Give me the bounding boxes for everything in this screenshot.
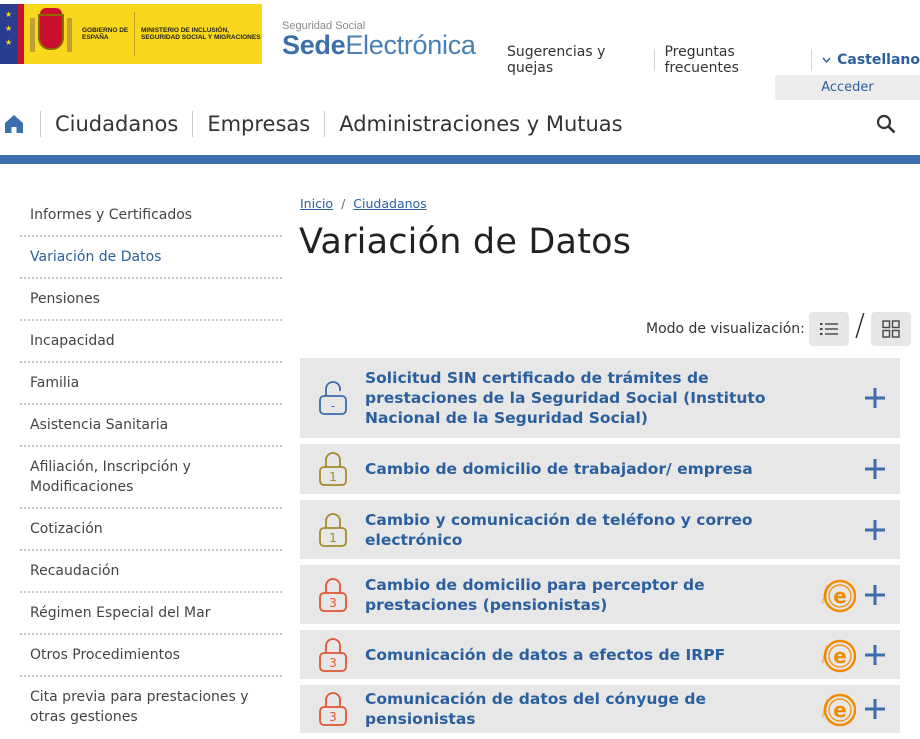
header	[0, 0, 920, 76]
svg-text:1: 1	[328, 470, 337, 484]
government-logo[interactable]	[0, 4, 262, 64]
grid-icon	[881, 319, 901, 339]
coat-of-arms-icon	[28, 8, 76, 60]
svg-text:registro: registro	[820, 643, 831, 665]
eu-flag-icon: ★ ★ ★	[0, 4, 24, 64]
padlock-level-1-icon	[318, 451, 348, 487]
registro-icon	[820, 578, 856, 614]
procedure-card[interactable]	[300, 500, 900, 559]
page-title: Variación de Datos	[299, 222, 632, 262]
unlocked-padlock-icon	[318, 380, 348, 416]
gov-text: GOBIERNO DE ESPAÑA	[82, 27, 129, 41]
svg-text:3: 3	[328, 595, 337, 610]
procedure-card[interactable]	[300, 565, 900, 624]
top-links	[507, 44, 920, 76]
login-button[interactable]: Acceder	[775, 75, 920, 100]
procedure-title[interactable]: Cambio de domicilio de trabajador/ empresa	[365, 460, 753, 478]
language-label: Castellano	[837, 52, 920, 68]
expand-plus-icon[interactable]	[864, 698, 886, 720]
sidebar-item-cotizacion[interactable]: Cotización	[20, 509, 282, 551]
svg-text:3: 3	[328, 710, 337, 724]
nav-ciudadanos[interactable]: Ciudadanos	[55, 112, 179, 136]
sede-bold: Sede	[282, 30, 346, 60]
procedure-list	[300, 358, 900, 739]
sidebar-item-informes[interactable]: Informes y Certificados	[20, 195, 282, 237]
svg-text:-: -	[330, 399, 335, 413]
procedure-card[interactable]	[300, 358, 900, 438]
nav-administraciones[interactable]: Administraciones y Mutuas	[339, 112, 623, 136]
link-sugerencias[interactable]: Sugerencias y quejas	[507, 44, 606, 76]
svg-text:e: e	[833, 698, 847, 722]
ministry-text: MINISTERIO DE INCLUSIÓN, SEGURIDAD SOCIAL Y MIGRACIONES	[141, 27, 261, 41]
nav-divider-bar	[0, 155, 920, 164]
expand-plus-icon[interactable]	[864, 387, 886, 409]
breadcrumb-current[interactable]: Ciudadanos	[353, 196, 427, 211]
svg-text:1: 1	[328, 530, 337, 545]
procedure-title[interactable]: Comunicación de datos del cónyuge de pensionistas	[365, 690, 706, 728]
procedure-title[interactable]: Solicitud SIN certificado de trámites de prestaciones de la Seguridad Social (Instituto Nacional de la Seguridad Social)	[365, 369, 766, 427]
sidebar-item-afiliacion[interactable]: Afiliación, Inscripción y Modificaciones	[20, 447, 282, 509]
view-mode-label: Modo de visualización:	[646, 321, 805, 337]
svg-text:e: e	[833, 583, 847, 608]
view-mode: Modo de visualización: /	[646, 312, 911, 346]
padlock-level-3-icon	[318, 637, 348, 673]
grid-view-button[interactable]	[871, 312, 911, 346]
sidebar-item-otros[interactable]: Otros Procedimientos	[20, 635, 282, 677]
registro-icon	[820, 638, 856, 674]
link-preguntas[interactable]: Preguntas frecuentes	[664, 44, 739, 76]
language-selector[interactable]	[822, 52, 920, 68]
sidebar-item-variacion[interactable]: Variación de Datos	[20, 237, 282, 279]
svg-text:registro: registro	[820, 583, 831, 605]
sidebar-item-incapacidad[interactable]: Incapacidad	[20, 321, 282, 363]
sede-logo[interactable]	[282, 20, 476, 61]
sidebar	[20, 195, 282, 737]
breadcrumb: Inicio / Ciudadanos	[300, 196, 427, 211]
list-icon	[819, 321, 839, 337]
registro-icon	[820, 692, 856, 728]
sede-light: Electrónica	[345, 30, 476, 60]
procedure-title[interactable]: Comunicación de datos a efectos de IRPF	[365, 645, 726, 664]
procedure-card[interactable]	[300, 630, 900, 679]
sidebar-item-asistencia[interactable]: Asistencia Sanitaria	[20, 405, 282, 447]
padlock-level-1-icon	[318, 512, 348, 548]
svg-text:registro: registro	[820, 698, 831, 719]
procedure-title[interactable]: Cambio de domicilio para perceptor de prestaciones (pensionistas)	[365, 575, 705, 614]
procedure-title[interactable]: Cambio y comunicación de teléfono y correo electrónico	[365, 510, 753, 549]
breadcrumb-home[interactable]: Inicio	[300, 196, 334, 211]
sede-subtitle: Seguridad Social	[282, 20, 366, 32]
main-nav	[0, 105, 920, 143]
expand-plus-icon[interactable]	[864, 519, 886, 541]
padlock-level-3-icon	[318, 577, 348, 613]
sidebar-item-pensiones[interactable]: Pensiones	[20, 279, 282, 321]
svg-text:e: e	[833, 643, 847, 668]
nav-empresas[interactable]: Empresas	[207, 112, 311, 136]
procedure-card[interactable]	[300, 444, 900, 494]
list-view-button[interactable]	[809, 312, 849, 346]
expand-plus-icon[interactable]	[864, 458, 886, 480]
procedure-card[interactable]	[300, 685, 900, 733]
svg-text:3: 3	[328, 655, 337, 670]
expand-plus-icon[interactable]	[864, 644, 886, 666]
padlock-level-3-icon	[318, 691, 348, 727]
sidebar-item-regimen-mar[interactable]: Régimen Especial del Mar	[20, 593, 282, 635]
sidebar-item-cita-previa[interactable]: Cita previa para prestaciones y otras gestiones	[30, 689, 249, 725]
home-icon[interactable]	[4, 114, 24, 134]
expand-plus-icon[interactable]	[864, 584, 886, 606]
search-icon[interactable]	[876, 114, 896, 134]
chevron-down-icon	[822, 57, 831, 63]
sidebar-item-familia[interactable]: Familia	[20, 363, 282, 405]
sidebar-item-recaudacion[interactable]: Recaudación	[20, 551, 282, 593]
